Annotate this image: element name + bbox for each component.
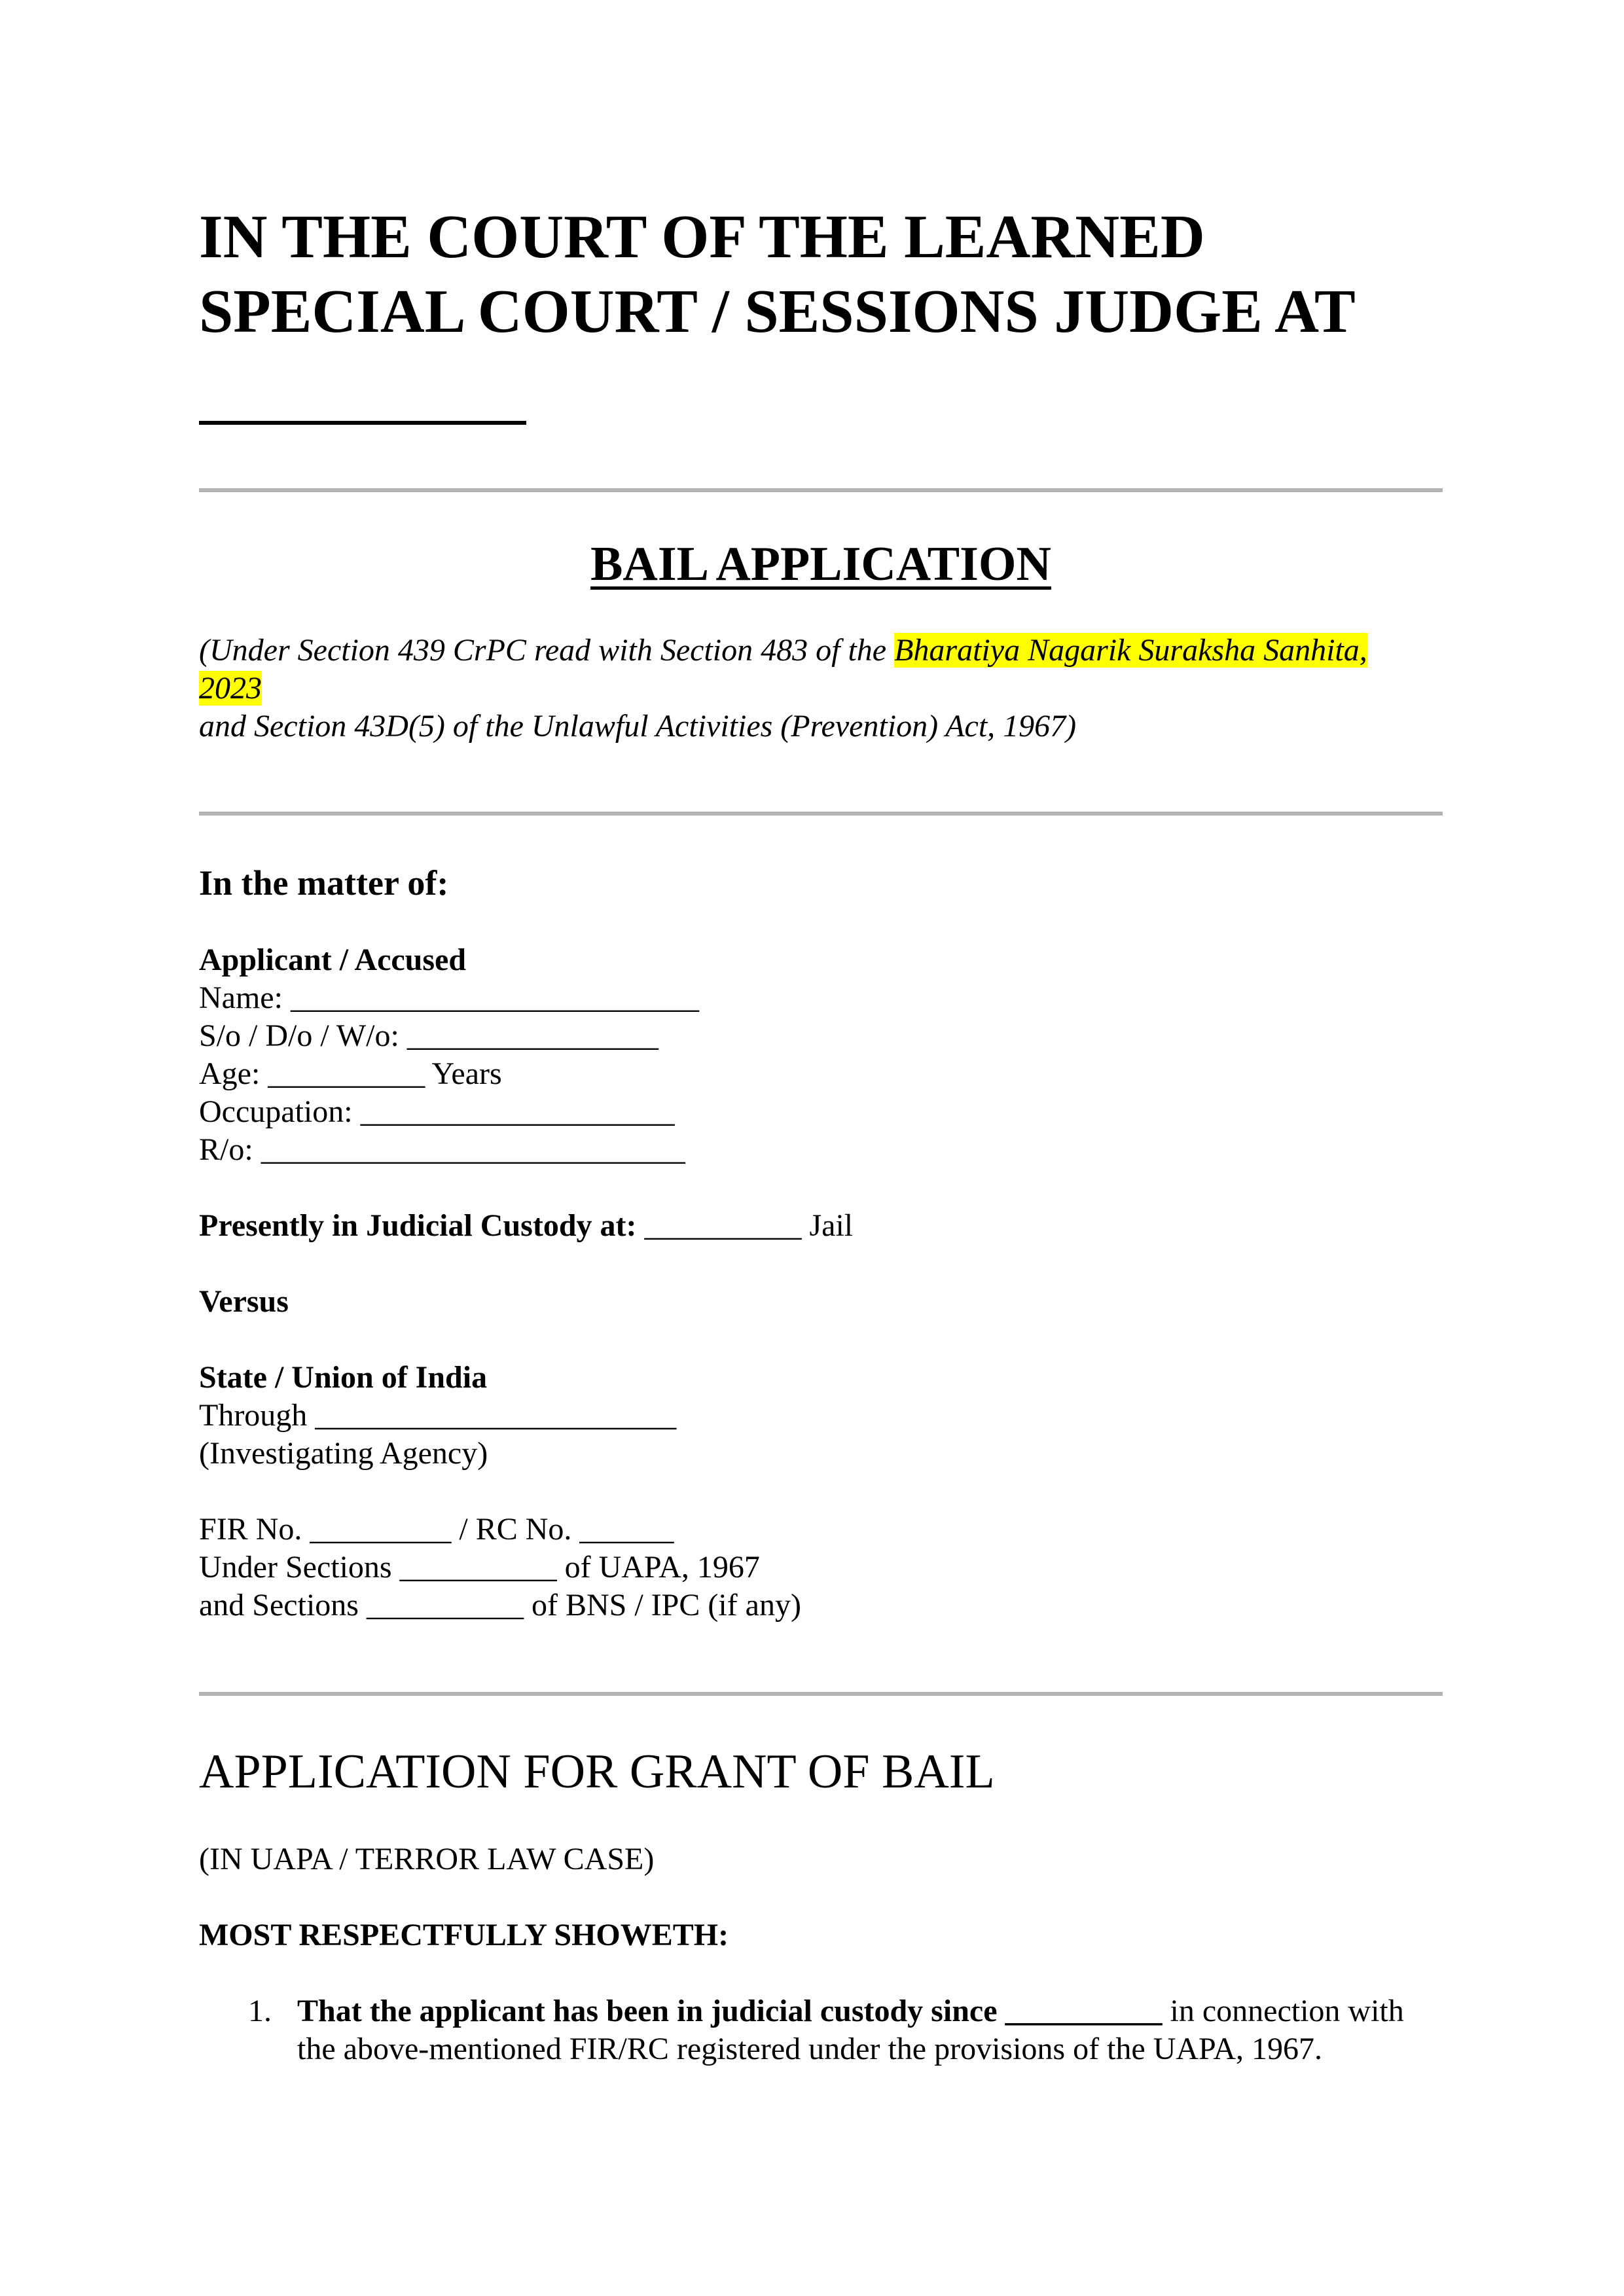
list-item-bold-text: That the applicant has been in judicial custody since __________	[297, 1994, 1163, 2028]
bns-sections-field: and Sections __________ of BNS / IPC (if any)	[199, 1588, 801, 1623]
subtitle-line1	[199, 632, 1367, 670]
divider	[199, 488, 1443, 492]
applicant-name-field: Name: __________________________	[199, 980, 699, 1015]
divider	[199, 1692, 1443, 1696]
matter-heading: In the matter of:	[199, 863, 449, 903]
court-title-line1: IN THE COURT OF THE LEARNED	[199, 203, 1205, 271]
divider	[199, 812, 1443, 816]
list-item-number: 1.	[248, 1994, 272, 2028]
applicant-age-field: Age: __________ Years	[199, 1056, 502, 1091]
fir-number-field: FIR No. _________ / RC No. ______	[199, 1512, 674, 1547]
respondent-agency: (Investigating Agency)	[199, 1436, 488, 1471]
subtitle-highlight: Bharatiya Nagarik Suraksha Sanhita,	[894, 633, 1367, 668]
versus-label: Versus	[199, 1284, 289, 1319]
respondent-through-field: Through _______________________	[199, 1398, 677, 1433]
bail-application-heading: BAIL APPLICATION	[590, 537, 1051, 591]
case-type-label: (IN UAPA / TERROR LAW CASE)	[199, 1842, 655, 1876]
applicant-heading: Applicant / Accused	[199, 942, 467, 977]
list-item-text: in connection with the above-mentioned FIR/RC registered under the provisions of the UAPA, 1967.	[297, 1994, 1404, 2066]
custody-value: __________ Jail	[636, 1208, 854, 1243]
respondent-heading: State / Union of India	[199, 1360, 488, 1395]
court-location-blank	[199, 421, 526, 425]
uapa-sections-field: Under Sections __________ of UAPA, 1967	[199, 1550, 760, 1585]
showeth-heading: MOST RESPECTFULLY SHOWETH:	[199, 1918, 729, 1952]
subtitle-text: (Under Section 439 CrPC read with Section 483 of the	[199, 633, 895, 668]
list-item	[199, 1992, 1443, 2110]
court-title	[199, 200, 1443, 349]
subtitle-line3: and Section 43D(5) of the Unlawful Activities (Prevention) Act, 1967)	[199, 709, 1077, 744]
applicant-residence-field: R/o: ___________________________	[199, 1132, 685, 1167]
custody-line	[199, 1207, 853, 1245]
application-heading: APPLICATION FOR GRANT OF BAIL	[199, 1745, 995, 1799]
subtitle-highlight-year: 2023	[199, 671, 262, 706]
court-title-line2: SPECIAL COURT / SESSIONS JUDGE AT	[199, 278, 1356, 346]
subtitle-line2	[199, 670, 262, 708]
applicant-occupation-field: Occupation: ____________________	[199, 1094, 675, 1129]
applicant-parent-field: S/o / D/o / W/o: ________________	[199, 1018, 659, 1053]
list-item-body	[297, 1992, 1443, 2068]
custody-label: Presently in Judicial Custody at:	[199, 1208, 637, 1243]
